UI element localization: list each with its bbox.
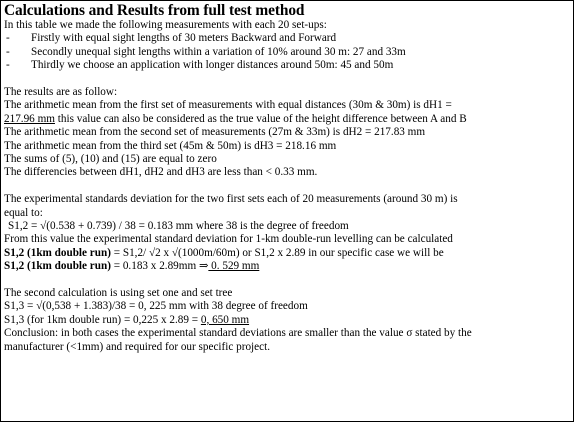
setup-list	[4, 32, 570, 72]
experimental-line: The experimental standards deviation for the two first sets each of 20 measurements (around 30 m) is	[4, 193, 458, 206]
setup-text: Firstly with equal sight lengths of 30 meters Backward and Forward	[31, 32, 337, 45]
term-label: S1,2 (1km double run)	[4, 246, 111, 259]
results-line: The arithmetic mean from the third set (45m & 50m) is dH3 = 218.16 mm	[4, 139, 337, 152]
conclusion-line: Conclusion: in both cases the experimental standard deviations are smaller than the value σ stated by the	[4, 327, 472, 340]
formula-text: S1,3 (for 1km double run) = 0,225 x 2.89 =	[4, 313, 201, 326]
setup-text: Thirdly we choose an application with longer distances around 50m: 45 and 50m	[31, 59, 394, 72]
result-value: 0. 529 mm	[208, 260, 260, 273]
second-line: S1,3 = √(0,538 + 1.383)/38 = 0, 225 mm with 38 degree of freedom	[4, 300, 308, 313]
result-value: 0, 650 mm	[200, 313, 250, 326]
spacer	[4, 73, 570, 86]
results-line: The sums of (5), (10) and (15) are equal to zero	[4, 153, 217, 166]
list-bullet: -	[6, 32, 10, 45]
spacer	[4, 274, 570, 287]
setup-text: Secondly unequal sight lengths within a variation of 10% around 30 m: 27 and 33m	[31, 45, 406, 58]
results-line	[4, 113, 570, 126]
experimental-line: equal to:	[4, 206, 43, 219]
results-line-rest: this value can also be considered as the true value of the height difference between A and B	[54, 112, 467, 125]
formula-text: = 0.183 x 2.89mm	[110, 260, 199, 273]
list-bullet: -	[6, 59, 10, 72]
document-content	[4, 2, 570, 354]
list-bullet: -	[6, 45, 10, 58]
results-heading: The results are as follow:	[4, 86, 118, 99]
spacer	[4, 180, 570, 193]
results-line: The arithmetic mean from the second set of measurements (27m & 33m) is dH2 = 217.83 mm	[4, 126, 426, 139]
intro-text: In this table we made the following measurements with each 20 set-ups:	[4, 19, 327, 31]
second-line: The second calculation is using set one and set tree	[4, 287, 233, 300]
document-title: Calculations and Results from full test method	[4, 2, 305, 19]
results-line: The arithmetic mean from the first set of measurements with equal distances (30m & 30m) is dH1 =	[4, 99, 452, 112]
implies-arrow-icon: ⇒	[198, 260, 209, 273]
experimental-line	[4, 260, 570, 273]
setup-item	[4, 32, 570, 45]
formula-text: = S1,2/ √2 x √(1000m/60m) or S1,2 x 2.89 in our specific case we will be	[110, 246, 444, 259]
experimental-line: From this value the experimental standard deviation for 1-km double-run levelling can be calculated	[4, 233, 453, 246]
true-value: 217.96 mm	[4, 112, 55, 125]
results-line: The differencies between dH1, dH2 and dH3 are less than < 0.33 mm.	[4, 166, 318, 179]
term-label: S1,2 (1km double run)	[4, 260, 111, 273]
second-line	[4, 314, 570, 327]
setup-item	[4, 46, 570, 59]
experimental-line	[4, 247, 570, 260]
setup-item	[4, 59, 570, 72]
conclusion-line: manufacturer (<1mm) and required for our specific project.	[4, 340, 270, 353]
experimental-formula: S1,2 = √(0.538 + 0.739) / 38 = 0.183 mm where 38 is the degree of freedom	[8, 220, 349, 233]
